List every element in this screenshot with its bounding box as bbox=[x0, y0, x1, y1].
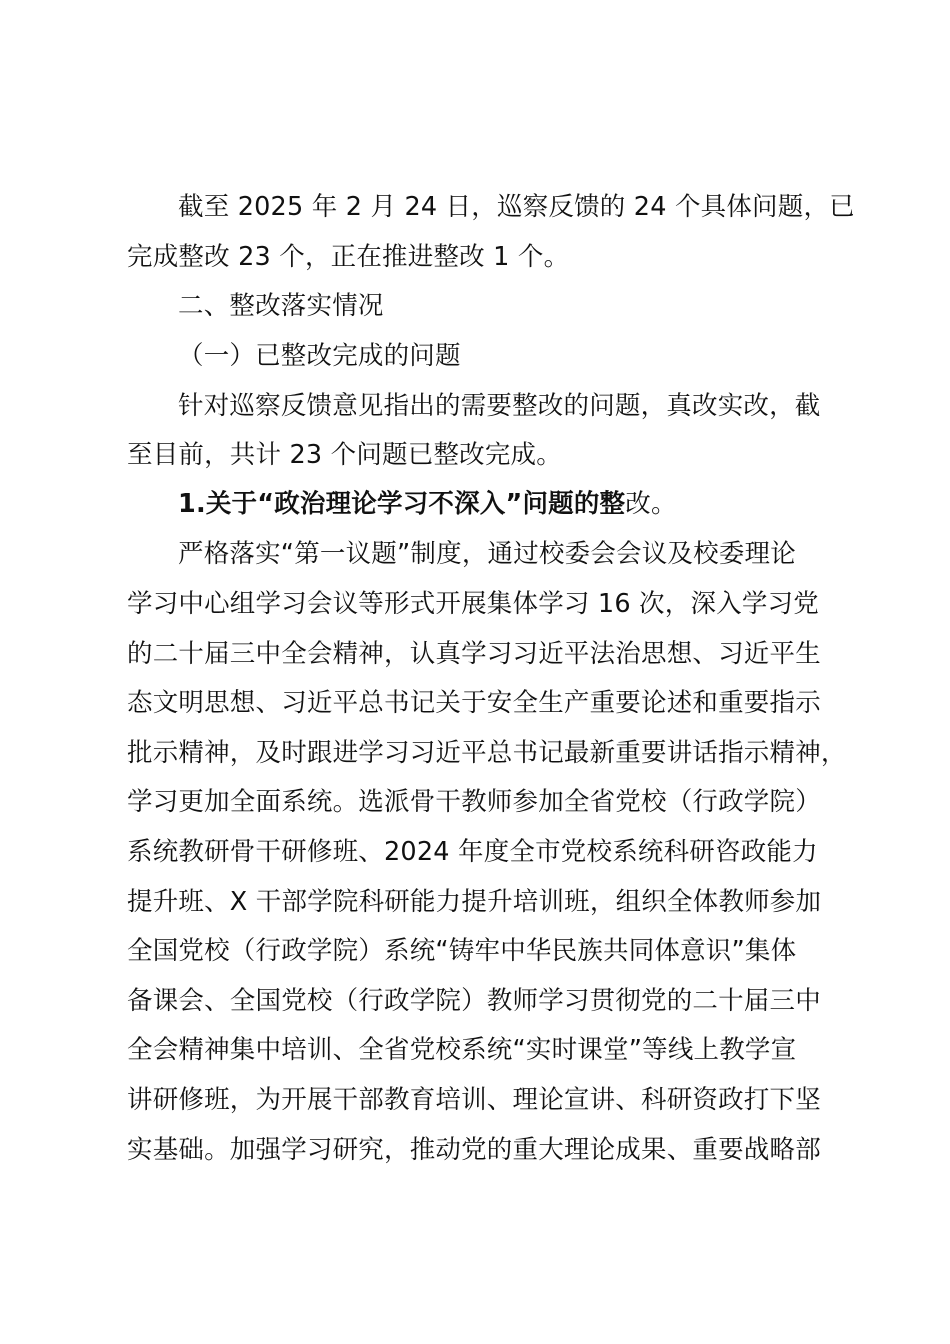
paragraph-3-line-3: 的二十届三中全会精神，认真学习习近平法治思想、习近平生 bbox=[127, 639, 821, 669]
paragraph-1-line-1: 截至 2025 年 2 月 24 日，巡察反馈的 24 个具体问题，已 bbox=[178, 192, 855, 222]
paragraph-3-line-13: 实基础。加强学习研究，推动党的重大理论成果、重要战略部 bbox=[127, 1135, 821, 1165]
paragraph-3-line-10: 备课会、全国党校（行政学院）教师学习贯彻党的二十届三中 bbox=[127, 986, 821, 1016]
paragraph-3-line-4: 态文明思想、习近平总书记关于安全生产重要论述和重要指示 bbox=[127, 688, 821, 718]
paragraph-3-line-9: 全国党校（行政学院）系统“铸牢中华民族共同体意识”集体 bbox=[127, 936, 797, 966]
paragraph-2-line-1: 针对巡察反馈意见指出的需要整改的问题，真改实改，截 bbox=[178, 391, 821, 421]
item-heading-bold: 1.关于“政治理论学习不深入”问题的整 bbox=[178, 489, 626, 519]
paragraph-3-line-6: 学习更加全面系统。选派骨干教师参加全省党校（行政学院） bbox=[127, 787, 821, 817]
item-heading-tail: 改。 bbox=[625, 489, 677, 519]
subsection-heading: （一）已整改完成的问题 bbox=[178, 341, 461, 371]
section-heading: 二、整改落实情况 bbox=[178, 291, 384, 321]
paragraph-3-line-2: 学习中心组学习会议等形式开展集体学习 16 次，深入学习党 bbox=[127, 589, 819, 619]
paragraph-2-line-2: 至目前，共计 23 个问题已整改完成。 bbox=[127, 440, 562, 470]
paragraph-3-line-8: 提升班、X 干部学院科研能力提升培训班，组织全体教师参加 bbox=[127, 887, 822, 917]
paragraph-3-line-11: 全会精神集中培训、全省党校系统“实时课堂”等线上教学宣 bbox=[127, 1035, 797, 1065]
paragraph-3-line-12: 讲研修班，为开展干部教育培训、理论宣讲、科研资政打下坚 bbox=[127, 1085, 821, 1115]
paragraph-3-line-1: 严格落实“第一议题”制度，通过校委会会议及校委理论 bbox=[178, 539, 796, 569]
paragraph-1-line-2: 完成整改 23 个，正在推进整改 1 个。 bbox=[127, 242, 570, 272]
item-heading bbox=[178, 487, 838, 521]
paragraph-3-line-5: 批示精神，及时跟进学习习近平总书记最新重要讲话指示精神， bbox=[127, 738, 847, 768]
paragraph-3-line-7: 系统教研骨干研修班、2024 年度全市党校系统科研咨政能力 bbox=[127, 837, 818, 867]
